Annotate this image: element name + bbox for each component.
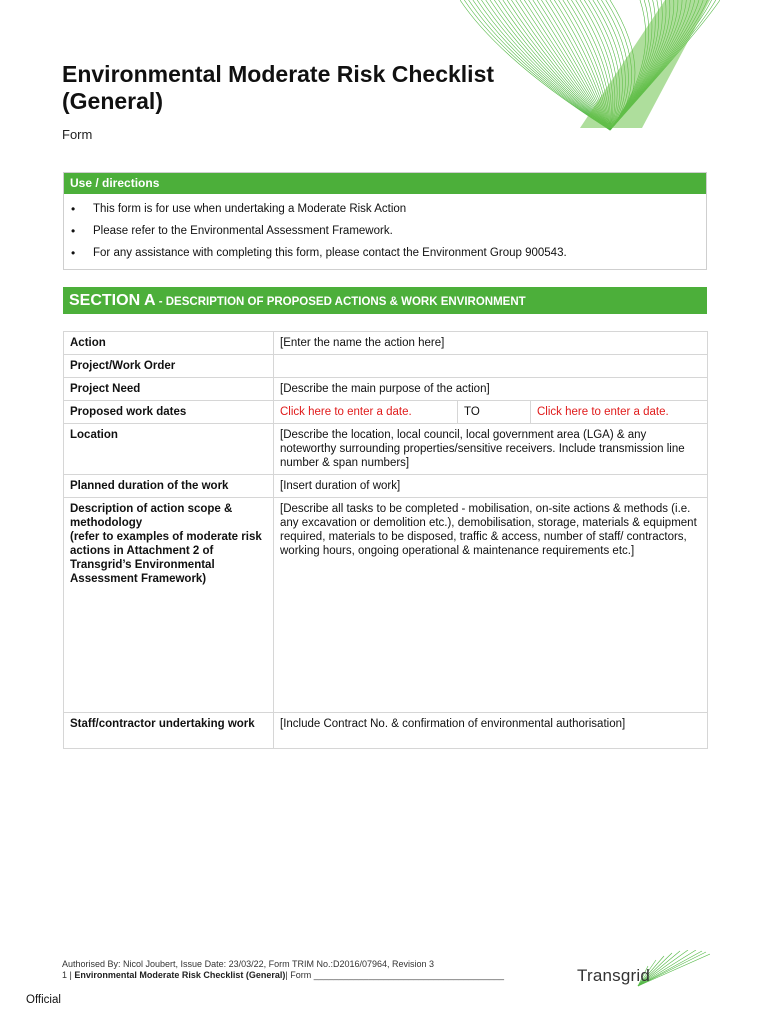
- scope-label-cell: [64, 498, 274, 713]
- proposed-dates-label: Proposed work dates: [64, 401, 274, 424]
- page-title: Environmental Moderate Risk Checklist (General): [62, 61, 495, 114]
- list-item: • For any assistance with completing this form, please contact the Environment Group 900543.: [64, 242, 706, 264]
- use-directions-list: [64, 194, 706, 264]
- section-a-form-table: [63, 331, 708, 749]
- transgrid-logo-text: Transgrid: [577, 966, 650, 985]
- table-row: [64, 424, 708, 475]
- classification-label: Official: [26, 994, 61, 1006]
- table-row: [64, 713, 708, 749]
- duration-label: Planned duration of the work: [64, 475, 274, 498]
- project-work-order-label: Project/Work Order: [64, 355, 274, 378]
- scope-label: Description of action scope & methodology: [70, 503, 233, 529]
- project-need-field[interactable]: [Describe the main purpose of the action]: [274, 378, 708, 401]
- location-label: Location: [64, 424, 274, 475]
- scope-field[interactable]: [Describe all tasks to be completed - mobilisation, on-site actions & methods (i.e. any excavation or demolition etc.), demobilisation, storage, materials & equipment required, materials to be disposed, traffic & access, number of staff/ contractors, working hours, ongoing operational & maintenance requirements etc.]: [274, 498, 708, 713]
- location-field[interactable]: [Describe the location, local council, local government area (LGA) & any noteworthy surrounding properties/sensitive receivers. Include transmission line number & span numbers]: [274, 424, 708, 475]
- project-work-order-field[interactable]: [274, 355, 708, 378]
- page-subtitle: Form: [62, 127, 93, 142]
- section-a-prefix: SECTION A: [69, 292, 156, 309]
- footer-form-line: | Form ______________________________________: [285, 970, 504, 980]
- footer-authorisation: Authorised By: Nicol Joubert, Issue Date: 23/03/22, Form TRIM No.:D2016/07964, Revision 3: [62, 959, 435, 969]
- list-item: • This form is for use when undertaking a Moderate Risk Action: [64, 198, 706, 220]
- staff-field[interactable]: [Include Contract No. & confirmation of environmental authorisation]: [274, 713, 708, 749]
- end-date-picker[interactable]: Click here to enter a date.: [531, 401, 708, 424]
- use-directions-panel: [63, 172, 707, 270]
- page-number: 1 |: [62, 970, 75, 980]
- duration-field[interactable]: [Insert duration of work]: [274, 475, 708, 498]
- scope-note: (refer to examples of moderate risk actions in Attachment 2 of Transgrid’s Environmental Assessment Framework): [70, 531, 262, 585]
- table-row: [64, 401, 708, 424]
- date-separator: TO: [458, 401, 531, 424]
- table-row: [64, 355, 708, 378]
- use-directions-heading: Use / directions: [64, 173, 706, 194]
- section-a-heading: [63, 287, 707, 314]
- list-item: • Please refer to the Environmental Assessment Framework.: [64, 220, 706, 242]
- table-row: [64, 378, 708, 401]
- action-field[interactable]: [Enter the name the action here]: [274, 332, 708, 355]
- table-row: [64, 332, 708, 355]
- footer-page-line: [62, 970, 504, 980]
- project-need-label: Project Need: [64, 378, 274, 401]
- staff-label: Staff/contractor undertaking work: [64, 713, 274, 749]
- section-a-title: - DESCRIPTION OF PROPOSED ACTIONS & WORK ENVIRONMENT: [155, 296, 526, 308]
- footer-doc-name: Environmental Moderate Risk Checklist (General): [74, 970, 286, 980]
- start-date-picker[interactable]: Click here to enter a date.: [274, 401, 458, 424]
- action-label: Action: [64, 332, 274, 355]
- table-row: [64, 498, 708, 713]
- table-row: [64, 475, 708, 498]
